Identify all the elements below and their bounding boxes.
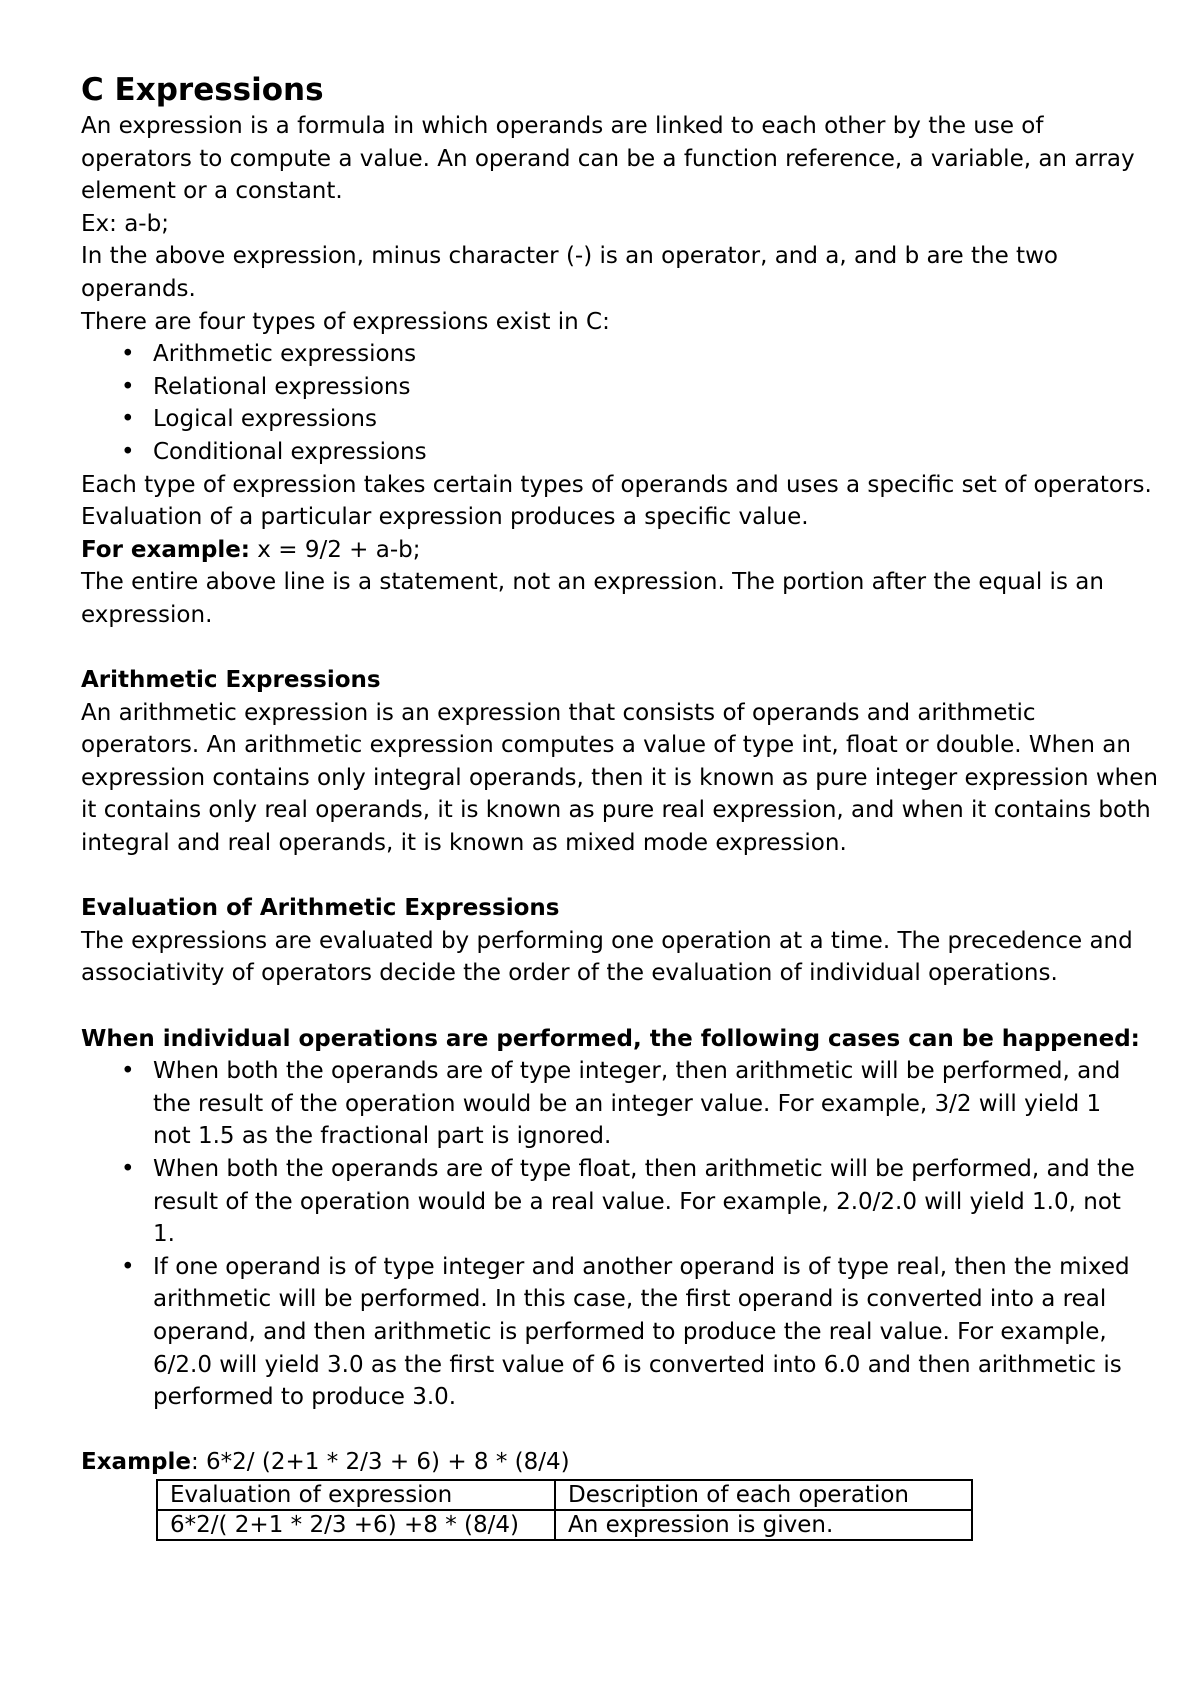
bullet-icon: • xyxy=(121,1156,135,1182)
intro-example: Ex: a-b; xyxy=(81,210,169,237)
table-header-cell: Evaluation of expression xyxy=(157,1480,555,1510)
list-item: • When both the operands are of type integer, then arithmetic will be performed, and the result of the operation would be an integer value. For example, 3/2 will yield 1 not 1.5 as the fractional part is ignored. xyxy=(81,1055,1160,1153)
cases-list xyxy=(81,1055,1160,1414)
for-example-value: x = 9/2 + a-b; xyxy=(250,536,421,563)
spacer xyxy=(81,632,1160,665)
arithmetic-body: An arithmetic expression is an expression that consists of operands and arithmetic operators. An arithmetic expression computes a value of type int, float or double. When an expression contains only integral operands, then it is known as pure integer expression when it contains only real operands, it is known as pure real expression, and when it contains both integral and real operands, it is known as mixed mode expression. xyxy=(81,699,1158,857)
table-header-cell: Description of each operation xyxy=(555,1480,972,1510)
statement-note: The entire above line is a statement, not an expression. The portion after the equal is an expression. xyxy=(81,569,1104,628)
table-cell: An expression is given. xyxy=(555,1510,972,1540)
bullet-icon: • xyxy=(121,341,135,368)
expression-types-list xyxy=(81,338,1160,468)
for-example-line xyxy=(81,534,1160,567)
types-lead: There are four types of expressions exist in C: xyxy=(81,308,610,335)
bullet-icon: • xyxy=(121,1058,135,1085)
section-heading-arithmetic: Arithmetic Expressions xyxy=(81,667,381,694)
section-heading-evaluation: Evaluation of Arithmetic Expressions xyxy=(81,895,560,922)
evaluation-body: The expressions are evaluated by performing one operation at a time. The precedence and associativity of operators decide the order of the evaluation of individual operations. xyxy=(81,927,1133,987)
evaluation-table xyxy=(156,1479,973,1541)
bullet-icon: • xyxy=(121,438,135,465)
page-title: C Expressions xyxy=(81,72,324,108)
example-line xyxy=(81,1446,1160,1479)
list-item: • Logical expressions xyxy=(81,403,1160,436)
table-cell: 6*2/( 2+1 * 2/3 +6) +8 * (8/4) xyxy=(157,1510,555,1540)
table-row xyxy=(157,1510,972,1540)
bullet-icon: • xyxy=(121,406,135,433)
for-example-label: For example: xyxy=(81,536,250,563)
example-expression: : 6*2/ (2+1 * 2/3 + 6) + 8 * (8/4) xyxy=(190,1449,570,1476)
list-item: • Arithmetic expressions xyxy=(81,338,1160,371)
spacer xyxy=(81,1414,1160,1447)
list-item: • Relational expressions xyxy=(81,371,1160,404)
list-item: • Conditional expressions xyxy=(81,436,1160,469)
intro-explanation: In the above expression, minus character (-) is an operator, and a, and b are the two operands. xyxy=(81,243,1058,302)
intro-paragraph: An expression is a formula in which operands are linked to each other by the use of operators to compute a value. An operand can be a function reference, a variable, an array element or a constant. xyxy=(81,113,1135,205)
types-description: Each type of expression takes certain types of operands and uses a specific set of operators. Evaluation of a particular expression produces a specific value. xyxy=(81,471,1152,531)
example-label: Example xyxy=(81,1449,191,1476)
spacer xyxy=(81,860,1160,893)
bullet-icon: • xyxy=(121,1253,135,1280)
table-header-row xyxy=(157,1480,972,1510)
section-heading-cases: When individual operations are performed, the following cases can be happened: xyxy=(81,1025,1140,1052)
list-item: • If one operand is of type integer and another operand is of type real, then the mixed arithmetic will be performed. In this case, the first operand is converted into a real operand, and then arithmetic is performed to produce the real value. For example, 6/2.0 will yield 3.0 as the first value of 6 is converted into 6.0 and then arithmetic is performed to produce 3.0. xyxy=(81,1251,1160,1414)
bullet-icon: • xyxy=(121,373,135,400)
spacer xyxy=(81,990,1160,1023)
list-item: • When both the operands are of type float, then arithmetic will be performed, and the result of the operation would be a real value. For example, 2.0/2.0 will yield 1.0, not 1. xyxy=(81,1153,1160,1251)
